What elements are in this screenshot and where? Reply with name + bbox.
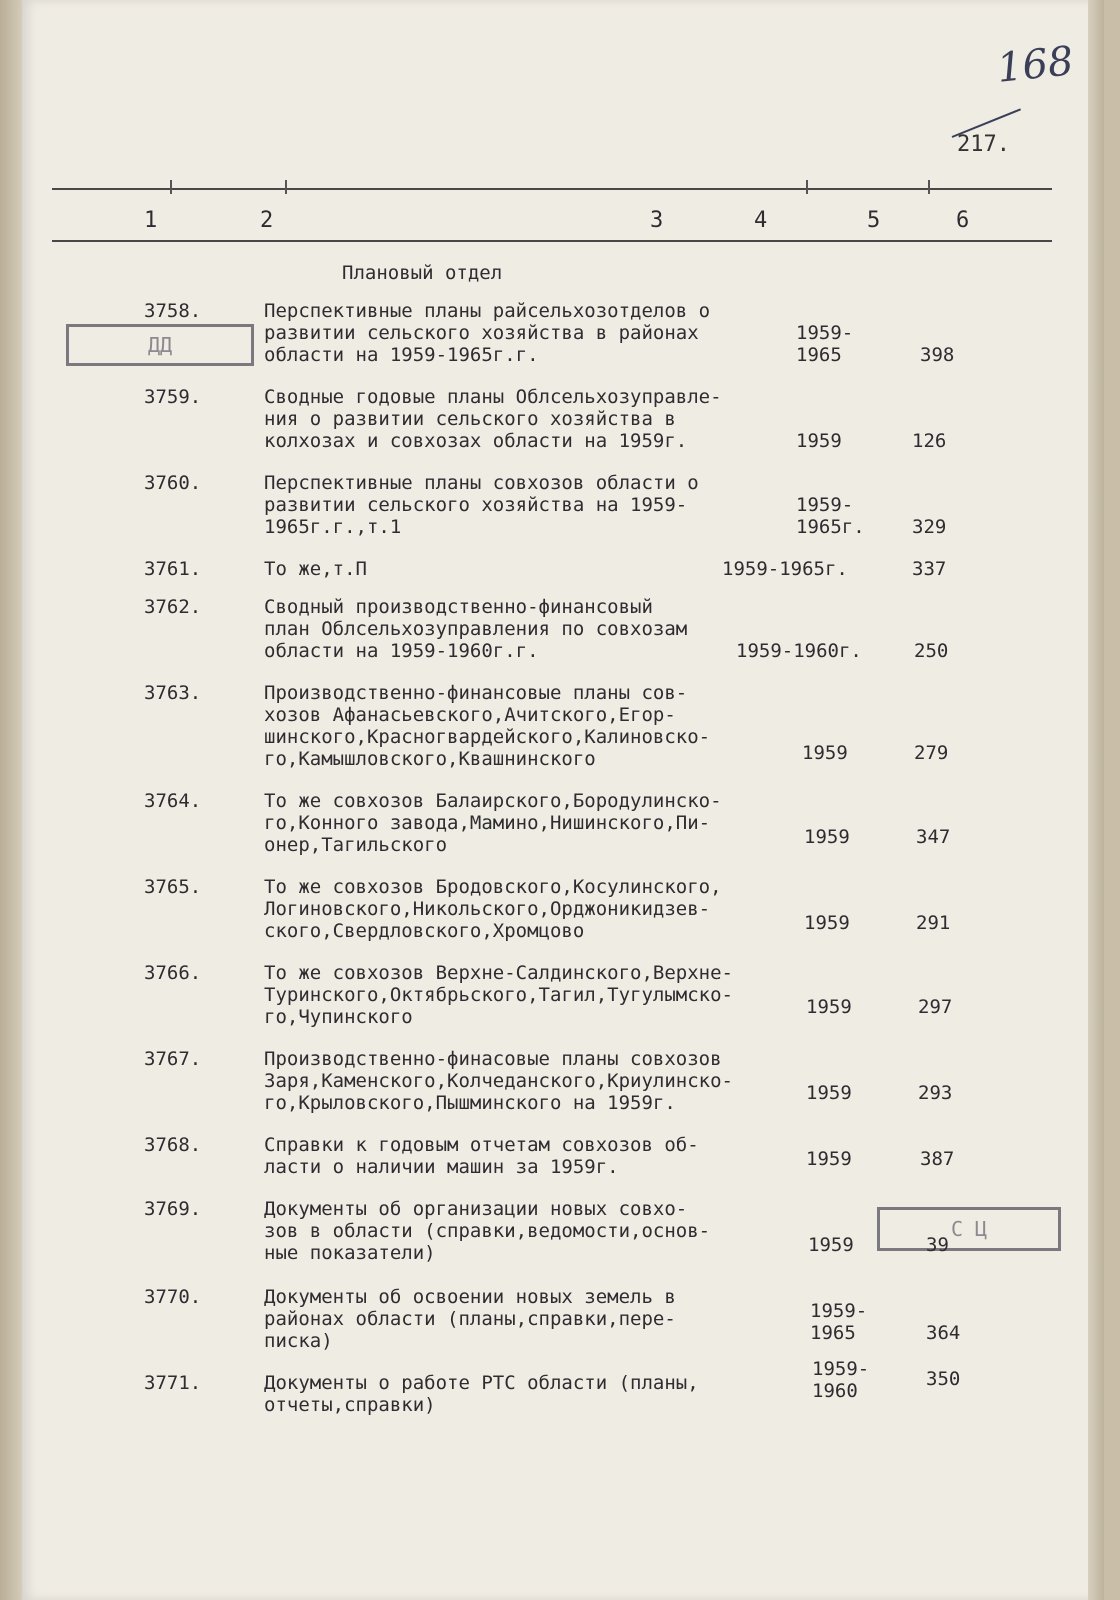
entry-number: 3758. (144, 300, 202, 322)
entry-description: Сводный производственно-финансовый план Облсельхозуправления по совхозам области на 1959-1960г.г. (264, 596, 688, 662)
entry-description: Документы о работе РТС области (планы, отчеты,справки) (264, 1372, 699, 1416)
entry-sheets: 364 (926, 1322, 961, 1344)
entry-sheets: 293 (918, 1082, 953, 1104)
table-top-rule (52, 188, 1052, 190)
entry-number: 3760. (144, 472, 202, 494)
entry-sheets: 347 (916, 826, 951, 848)
column-number-4: 4 (754, 208, 768, 233)
entry-dates: 1959- 1965 (810, 1300, 868, 1344)
entry-sheets: 337 (912, 558, 947, 580)
entry-dates: 1959- 1960 (812, 1358, 870, 1402)
section-title: Плановый отдел (342, 262, 503, 284)
entry-sheets: 329 (912, 516, 947, 538)
entry-number: 3771. (144, 1372, 202, 1394)
entry-dates: 1959-1965г. (722, 558, 848, 580)
column-number-2: 2 (260, 208, 274, 233)
entry-sheets: 39 (926, 1234, 949, 1256)
entry-dates: 1959 (796, 430, 842, 452)
entry-number: 3759. (144, 386, 202, 408)
entry-dates: 1959 (802, 742, 848, 764)
table-header-rule (52, 240, 1052, 242)
entry-number: 3769. (144, 1198, 202, 1220)
entry-sheets: 291 (916, 912, 951, 934)
entry-description: Документы об освоении новых земель в районах области (планы,справки,пере- писка) (264, 1286, 676, 1352)
column-number-3: 3 (650, 208, 664, 233)
entry-description: То же совхозов Бродовского,Косулинского, Логиновского,Никольского,Орджоникидзев- ского,Свердловского,Хромцово (264, 876, 722, 942)
entry-description: Сводные годовые планы Облсельхозуправле- ния о развитии сельского хозяйства в колхозах и совхозах области на 1959г. (264, 386, 722, 452)
column-tick (806, 180, 808, 194)
entry-number: 3767. (144, 1048, 202, 1070)
entry-number: 3768. (144, 1134, 202, 1156)
entry-sheets: 398 (920, 344, 955, 366)
archive-stamp-left: ДД (66, 324, 254, 366)
entry-description: Документы об организации новых совхо- зов в области (справки,ведомости,основ- ные показатели) (264, 1198, 711, 1264)
entry-description: Перспективные планы совхозов области о развитии сельского хозяйства на 1959- 1965г.г.,т.1 (264, 472, 699, 538)
entry-sheets: 297 (918, 996, 953, 1018)
entry-dates: 1959 (804, 826, 850, 848)
sheet-number: 168 (994, 38, 1076, 92)
entry-description: Справки к годовым отчетам совхозов об- ласти о наличии машин за 1959г. (264, 1134, 699, 1178)
entry-dates: 1959 (806, 1082, 852, 1104)
entry-description: Перспективные планы райсельхозотделов о развитии сельского хозяйства в районах области на 1959-1965г.г. (264, 300, 711, 366)
column-number-1: 1 (144, 208, 158, 233)
entry-number: 3764. (144, 790, 202, 812)
entry-number: 3762. (144, 596, 202, 618)
page-edge (1088, 0, 1104, 1600)
entry-description: Производственно-финансовые планы сов- хозов Афанасьевского,Ачитского,Егор- шинского,Красногвардейского,Калиновско- го,Камышловского,Квашнинского (264, 682, 711, 770)
entry-description: То же совхозов Балаирского,Бородулинско- го,Конного завода,Мамино,Нишинского,Пи- онер,Тагильского (264, 790, 722, 856)
entry-dates: 1959 (808, 1234, 854, 1256)
entry-dates: 1959 (806, 1148, 852, 1170)
entry-number: 3766. (144, 962, 202, 984)
entry-dates: 1959-1960г. (736, 640, 862, 662)
entry-description: Производственно-финасовые планы совхозов Заря,Каменского,Колчеданского,Криулинско- го,Крыловского,Пышминского на 1959г. (264, 1048, 733, 1114)
entry-dates: 1959- 1965г. (796, 494, 865, 538)
entry-dates: 1959 (804, 912, 850, 934)
entry-dates: 1959- 1965 (796, 322, 854, 366)
entry-sheets: 250 (914, 640, 949, 662)
entry-number: 3765. (144, 876, 202, 898)
old-page-number: 217. (957, 132, 1010, 157)
document-page (22, 0, 1104, 1600)
column-tick (285, 180, 287, 194)
column-tick (928, 180, 930, 194)
column-number-6: 6 (956, 208, 970, 233)
entry-sheets: 387 (920, 1148, 955, 1170)
entry-dates: 1959 (806, 996, 852, 1018)
entry-description: То же совхозов Верхне-Салдинского,Верхне- Туринского,Октябрьского,Тагил,Тугулымско- го,Чупинского (264, 962, 733, 1028)
entry-number: 3763. (144, 682, 202, 704)
entry-sheets: 126 (912, 430, 947, 452)
binding-edge (0, 0, 22, 1600)
entry-number: 3770. (144, 1286, 202, 1308)
entry-sheets: 350 (926, 1368, 961, 1390)
entry-sheets: 279 (914, 742, 949, 764)
column-tick (170, 180, 172, 194)
entry-number: 3761. (144, 558, 202, 580)
entry-description: То же,т.П (264, 558, 367, 580)
column-number-5: 5 (867, 208, 881, 233)
archive-stamp-right: С Ц (877, 1207, 1061, 1251)
